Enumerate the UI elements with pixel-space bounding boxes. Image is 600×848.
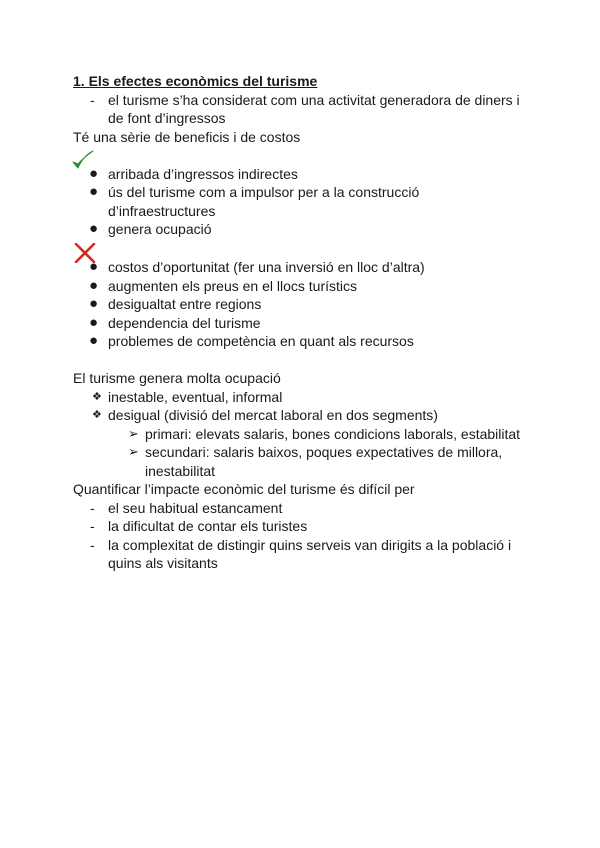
cost-item: dependencia del turisme <box>108 315 261 331</box>
quantify-item: la dificultat de contar els turistes <box>108 518 308 534</box>
diamond-bullet: ❖ <box>92 409 102 421</box>
segment-item: primari: elevats salaris, bones condicions laborals, estabilitat <box>145 426 521 442</box>
intro-item-line-2: de font d’ingressos <box>108 110 226 126</box>
bullet-dot: ● <box>89 314 99 331</box>
cost-item: augmenten els preus en el llocs turístics <box>108 278 358 294</box>
diamond-bullet: ❖ <box>92 391 102 403</box>
dash-marker: - <box>90 537 95 553</box>
dash-marker: - <box>90 518 95 534</box>
quantify-item-continuation: quins als visitants <box>108 555 218 571</box>
arrow-bullet: ➢ <box>128 426 139 441</box>
bullet-dot: ● <box>89 295 99 312</box>
bullet-dot: ● <box>89 332 99 349</box>
bullet-dot: ● <box>89 277 99 294</box>
quantify-item: la complexitat de distingir quins serveis van dirigits a la població i <box>108 537 512 553</box>
bullet-dot: ● <box>89 258 99 275</box>
benefit-item: ús del turisme com a impulsor per a la construcció <box>108 184 420 200</box>
cost-item: problemes de competència en quant als recursos <box>108 333 414 349</box>
bullet-dot: ● <box>89 220 99 237</box>
employment-intro: El turisme genera molta ocupació <box>73 370 281 386</box>
employment-item: inestable, eventual, informal <box>108 389 283 405</box>
dash-marker: - <box>90 92 95 108</box>
segment-item-continuation: inestabilitat <box>145 463 216 479</box>
cost-item: costos d’oportunitat (fer una inversió en lloc d’altra) <box>108 259 425 275</box>
section-heading: 1. Els efectes econòmics del turisme <box>73 73 318 89</box>
benefit-item-continuation: d’infraestructures <box>108 203 216 219</box>
arrow-bullet: ➢ <box>128 444 139 459</box>
dash-marker: - <box>90 500 95 516</box>
segment-item: secundari: salaris baixos, poques expectatives de millora, <box>145 444 503 460</box>
quantify-item: el seu habitual estancament <box>108 500 283 516</box>
benefit-item: genera ocupació <box>108 221 212 237</box>
employment-item: desigual (divisió del mercat laboral en dos segments) <box>108 407 438 423</box>
bullet-dot: ● <box>89 165 99 182</box>
bullet-dot: ● <box>89 183 99 200</box>
benefit-item: arribada d’ingressos indirectes <box>108 166 298 182</box>
intro-item-line-1: el turisme s’ha considerat com una activitat generadora de diners i <box>108 92 520 108</box>
quantify-intro: Quantificar l’impacte econòmic del turisme és difícil per <box>73 481 415 497</box>
summary-text: Té una sèrie de beneficis i de costos <box>73 129 301 145</box>
cost-item: desigualtat entre regions <box>108 296 262 312</box>
